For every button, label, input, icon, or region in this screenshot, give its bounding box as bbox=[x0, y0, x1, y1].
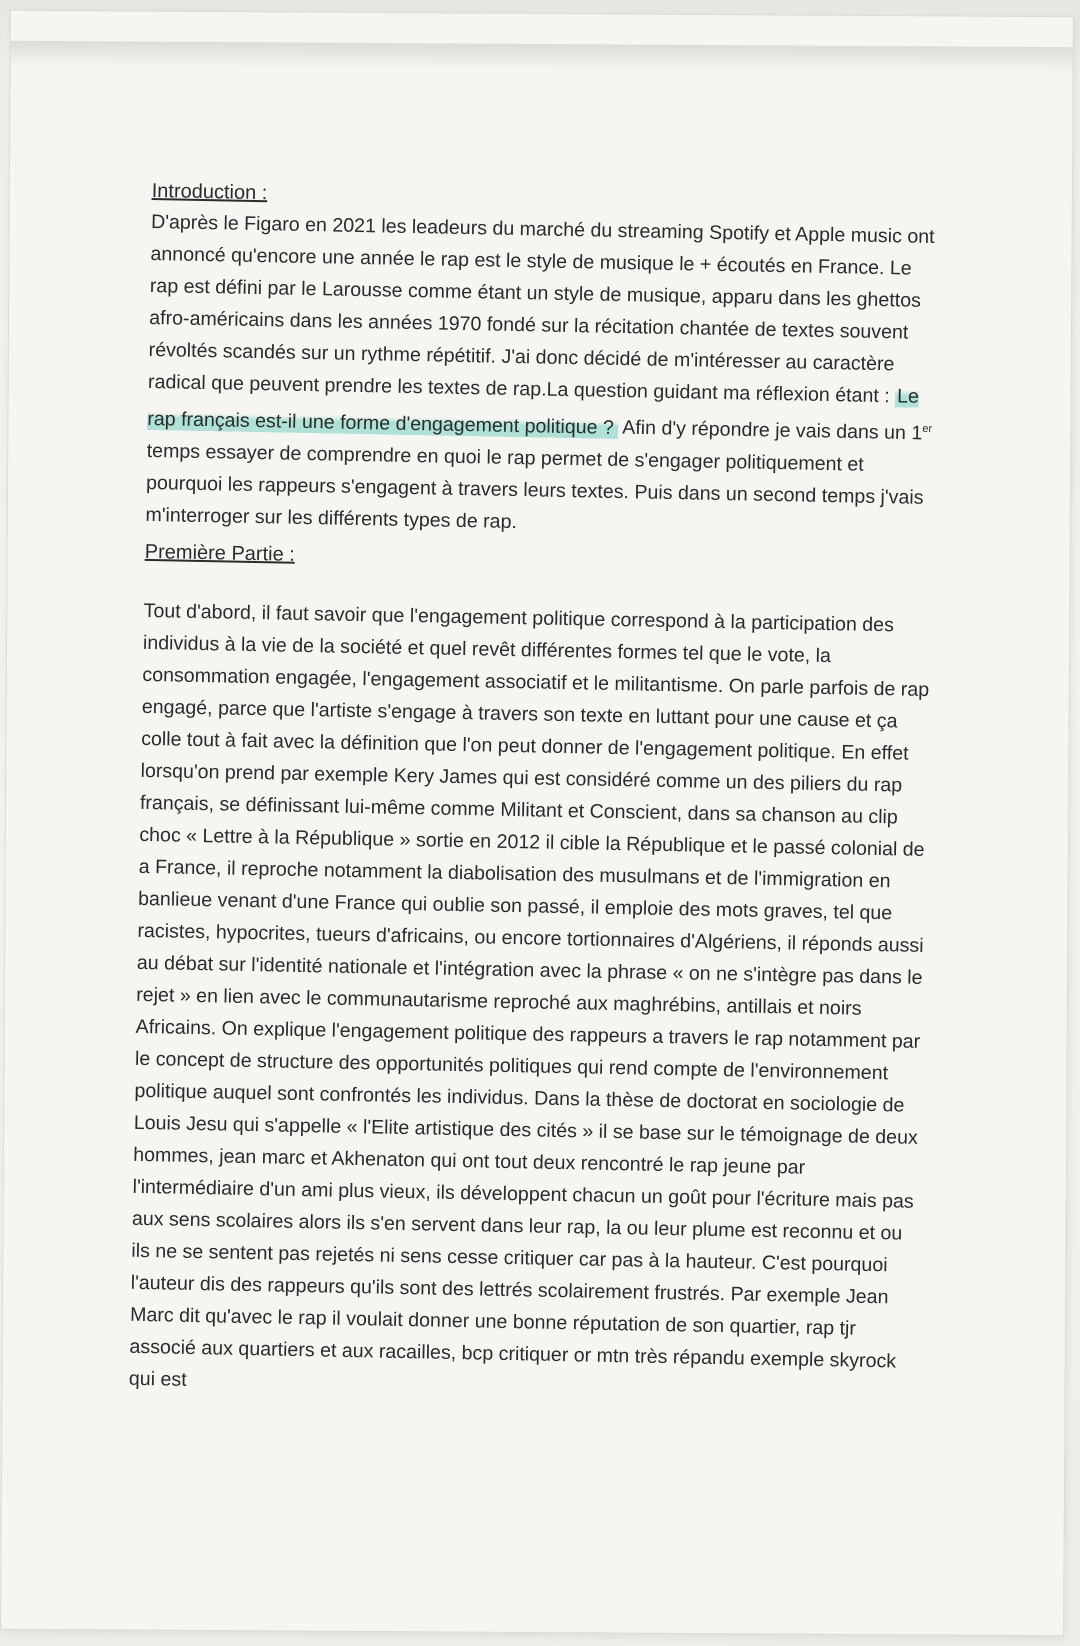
intro-text-start: D'après le Figaro en 2021 les leadeurs du marché du streaming Spotify et Apple music ont annoncé qu'encore une année le rap est le style de musique le + écoutés en France. Le rap est défini par le Larousse comme étant un style de musique, apparu dans les ghettos afro-américains dans les années 1970 fondé sur la récitation chantée de textes souvent révoltés scandés sur un rythme répétitif. J'ai donc décidé de m'intéresser au caractère radical que peuvent prendre les textes de rap.La question guidant ma réflexion étant : bbox=[147, 210, 935, 408]
intro-text-end: temps essayer de comprendre en quoi le rap permet de s'engager politiquement et pourquoi les rappeurs s'engagent à travers leurs textes. Puis dans un second temps j'vais m'interroger sur les différents types de rap. bbox=[145, 439, 924, 533]
ordinal-superscript: er bbox=[922, 422, 933, 436]
intro-heading: Introduction : bbox=[151, 179, 268, 205]
highlighted-question: Le rap français est-il une forme d'engagement politique ? bbox=[147, 385, 920, 439]
intro-paragraph bbox=[145, 206, 941, 546]
intro-text-middle: Afin d'y répondre je vais dans un 1 bbox=[617, 416, 923, 445]
document-body bbox=[129, 176, 942, 1409]
paper-fold-shadow bbox=[11, 41, 1073, 73]
part1-paragraph: Tout d'abord, il faut savoir que l'engagement politique correspond à la participation des individus à la vie de la société et quel revêt différentes formes tel que le vote, la consommation engagée, l'engagement associatif et le militantisme. On parle parfois de rap engagé, parce que l'artiste s'engage à travers son texte en luttant pour une cause et ça colle tout à fait avec la définition que l'on peut donner de l'engagement politique. En effet lorsqu'on prend par exemple Kery James qui est considéré comme un des piliers du rap français, se définissant lui-même comme Militant et Conscient, dans sa chanson au clip choc « Lettre à la République » sortie en 2012 il cible la République et le passé colonial de a France, il reproche notamment la diabolisation des musulmans et de l'immigration en banlieue venant d'une France qui oublie son passé, il emploie des mots graves, tel que racistes, hypocrites, tueurs d'africains, ou encore tortionnaires d'Algériens, il réponds aussi au débat sur l'identité nationale et l'intégration avec la phrase « on ne s'intègre pas dans le rejet » en lien avec le communautarisme reproché aux maghrébins, antillais et noirs Africains. On explique l'engagement politique des rappeurs a travers le rap notamment par le concept de structure des opportunités politiques qui rend compte de l'environnement politique auquel sont confrontés les individus. Dans la thèse de doctorat en sociologie de Louis Jesu qui s'appelle « l'Elite artistique des cités » il se base sur le témoignage de deux hommes, jean marc et Akhenaton qui ont tout deux rencontré le rap jeune par l'intermédiaire d'un ami plus vieux, ils développent chacun un goût pour l'écriture mais pas aux sens scolaires alors ils s'en servent dans leur rap, la ou leur plume est reconnu et ou ils ne se sentent pas rejetés ni sens cesse critiquer car pas à la hauteur. C'est pourquoi l'auteur dis des rappeurs qu'ils sont des lettrés scolairement frustrés. Par exemple Jean Marc dit qu'avec le rap il voulait donner une bonne réputation de son quartier, rap tjr associé aux quartiers et aux racailles, bcp critiquer or mtn très répandu exemple skyrock qui est bbox=[128, 599, 930, 1391]
part1-heading: Première Partie : bbox=[144, 540, 296, 566]
